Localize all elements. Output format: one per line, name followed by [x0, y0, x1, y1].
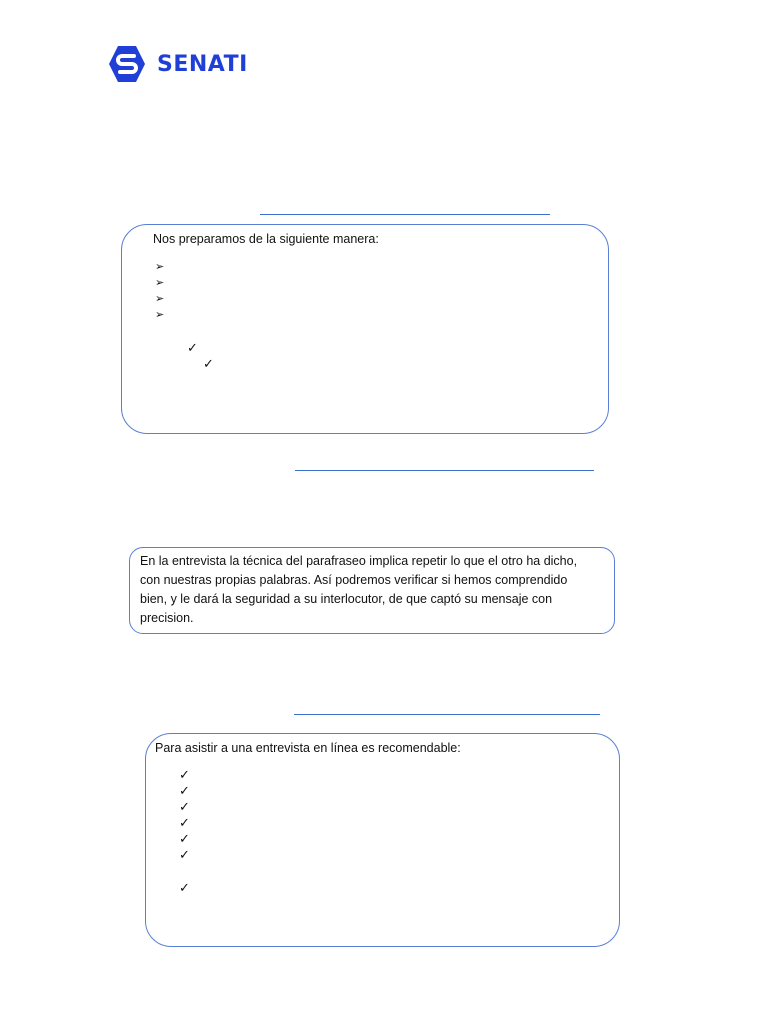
paragraph-line: bien, y le dará la seguridad a su interlocutor, de que captó su mensaje con [140, 592, 553, 606]
section3-title-line [294, 714, 600, 715]
section1-title-line [260, 214, 550, 215]
section3-box [145, 733, 620, 947]
section3-intro: Para asistir a una entrevista en línea es recomendable: [155, 741, 461, 755]
paragraph-line: con nuestras propias palabras. Así podremos verificar si hemos comprendido [140, 573, 568, 587]
section2-box [129, 547, 615, 634]
arrow-bullet: ➢ [155, 261, 165, 273]
arrow-bullet: ➢ [155, 309, 165, 321]
check-mark: ✓ [179, 767, 190, 782]
check-mark: ✓ [179, 847, 190, 862]
senati-logo [107, 44, 248, 84]
senati-s-logo-icon [107, 44, 147, 84]
check-mark: ✓ [179, 880, 190, 895]
arrow-bullet: ➢ [155, 277, 165, 289]
check-mark: ✓ [187, 340, 198, 355]
section1-box [121, 224, 609, 434]
check-mark: ✓ [179, 799, 190, 814]
paragraph-line: precision. [140, 611, 194, 625]
section2-title-line [295, 470, 594, 471]
check-mark: ✓ [203, 356, 214, 371]
brand-name: SENATI [157, 51, 248, 77]
check-mark: ✓ [179, 815, 190, 830]
check-mark: ✓ [179, 831, 190, 846]
arrow-bullet: ➢ [155, 293, 165, 305]
section2-paragraph [140, 552, 577, 628]
paragraph-line: En la entrevista la técnica del parafraseo implica repetir lo que el otro ha dicho, [140, 554, 578, 568]
check-mark: ✓ [179, 783, 190, 798]
section1-intro: Nos preparamos de la siguiente manera: [153, 232, 379, 246]
